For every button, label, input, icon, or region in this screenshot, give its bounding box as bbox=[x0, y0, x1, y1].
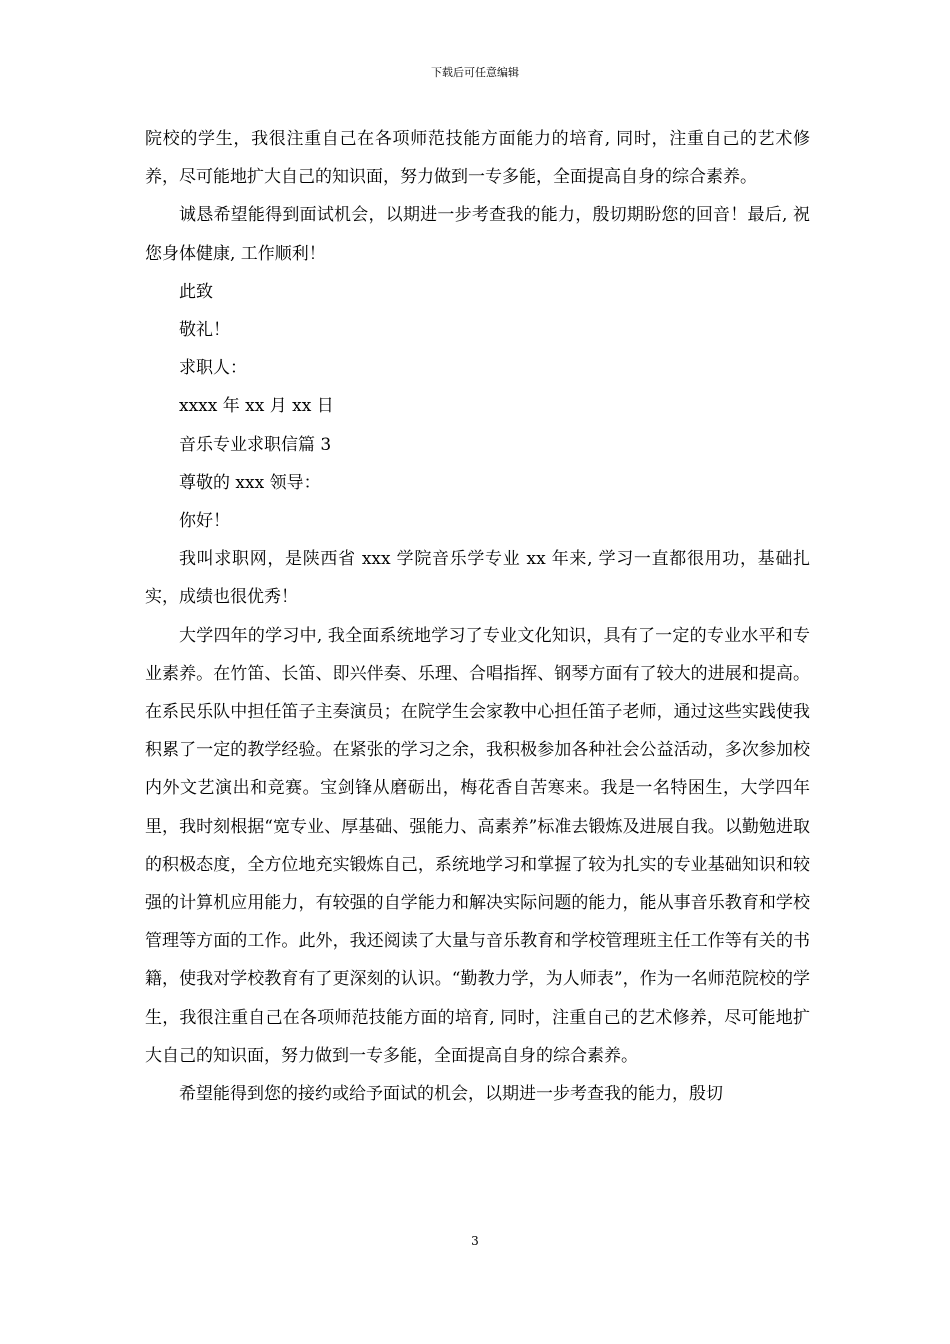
paragraph-closing: 希望能得到您的接约或给予面试的机会，以期进一步考查我的能力，殷切 bbox=[179, 1084, 723, 1105]
applicant-line: 求职人： bbox=[179, 358, 247, 379]
paragraph-intro: 我叫求职网，是陕西省 xxx 学院音乐学专业 xx 年来, 学习一直都很用功，基础扎实，成绩也很优秀！ bbox=[145, 549, 810, 608]
salutation-respect: 敬礼！ bbox=[179, 320, 230, 341]
page-header: 下载后可任意编辑 bbox=[431, 66, 519, 79]
greeting-recipient: 尊敬的 xxx 领导： bbox=[179, 472, 321, 493]
paragraph-1: 院校的学生，我很注重自己在各项师范技能方面能力的培育, 同时，注重自己的艺术修养，尽可能地扩大自己的知识面，努力做到一专多能，全面提高自身的综合素养。 bbox=[145, 129, 810, 188]
paragraph-2: 诚恳希望能得到面试机会，以期进一步考查我的能力，殷切期盼您的回音！最后, 祝您身体健康, 工作顺利！ bbox=[145, 205, 810, 264]
paragraph-main: 大学四年的学习中, 我全面系统地学习了专业文化知识，具有了一定的专业水平和专业素养。在竹笛、长笛、即兴伴奏、乐理、合唱指挥、钢琴方面有了较大的进展和提高。在系民乐队中担任笛子主奏演员；在院学生会家教中心担任笛子老师，通过这些实践使我积累了一定的教学经验。在紧张的学习之余，我积极参加各种社会公益活动，多次参加校内外文艺演出和竞赛。宝剑锋从磨砺出，梅花香自苦寒来。我是一名特困生，大学四年里，我时刻根据“宽专业、厚基础、强能力、高素养”标准去锻炼及进展自我。以勤勉进取的积极态度，全方位地充实锻炼自己，系统地学习和掌握了较为扎实的专业基础知识和较强的计算机应用能力，有较强的自学能力和解决实际问题的能力，能从事音乐教育和学校管理等方面的工作。此外，我还阅读了大量与音乐教育和学校管理班主任工作等有关的书籍，使我对学校教育有了更深刻的认识。“勤教力学，为人师表”，作为一名师范院校的学生，我很注重自己在各项师范技能方面的培育, 同时，注重自己的艺术修养，尽可能地扩大自己的知识面，努力做到一专多能，全面提高自身的综合素养。 bbox=[145, 625, 810, 1066]
document-body bbox=[145, 120, 810, 1113]
section-title: 音乐专业求职信篇 3 bbox=[179, 434, 332, 455]
greeting-hello: 你好！ bbox=[179, 511, 230, 532]
date-line: xxxx 年 xx 月 xx 日 bbox=[179, 396, 334, 417]
page-number: 3 bbox=[471, 1234, 479, 1248]
salutation-closing: 此致 bbox=[179, 281, 213, 302]
